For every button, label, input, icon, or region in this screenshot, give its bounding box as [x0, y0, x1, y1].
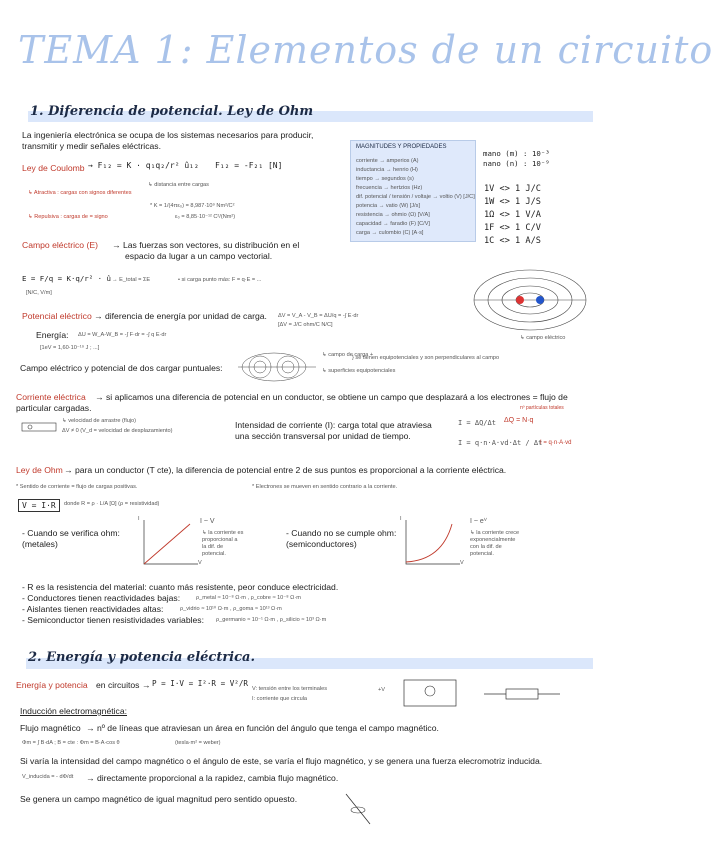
- flux-note: (tesla·m² = weber): [175, 740, 221, 746]
- ohm-case-2-line-2: (semiconductores): [286, 539, 357, 549]
- graph2-note-line: exponencialmente: [470, 537, 516, 543]
- coulomb-e0-value: ε₀ = 8,85·10⁻¹² C²/(Nm²): [175, 214, 236, 220]
- graph2-note-line: potencial.: [470, 551, 494, 557]
- unit-row: 1F <> 1 C/V: [484, 223, 541, 233]
- prefix-nano: nano (n) : 10⁻⁹: [483, 159, 550, 168]
- current-label: Corriente eléctrica: [16, 392, 86, 402]
- curves-note-3: } se tienen equipotenciales y son perpendiculares al campo: [352, 355, 500, 361]
- flux-label: Flujo magnético: [20, 723, 81, 733]
- coulomb-attractive: ↳ Atractiva : cargas con signos diferentes: [28, 190, 132, 196]
- energy-power-text: en circuitos →: [96, 680, 151, 690]
- energy-note: [1eV = 1,60·10⁻¹⁹ J ; ...]: [40, 345, 100, 351]
- coulomb-label: Ley de Coulomb: [22, 163, 85, 173]
- current-formula-1: I = ΔQ/Δt: [458, 419, 496, 427]
- unit-row: 1C <> 1 A/S: [484, 236, 541, 246]
- magnitude-row: capacidad → faradio (F) [C/V]: [356, 221, 430, 227]
- field-text-1: → Las fuerzas son vectores, su distribución en el: [112, 240, 300, 250]
- ohm-bullet-value-1: ρ_metal ≈ 10⁻⁸ Ω·m , ρ_cobre ≈ 10⁻⁸ Ω·m: [196, 595, 301, 601]
- intro-line-2: transmitir y medir señales eléctricas.: [22, 141, 161, 151]
- emf-text: → directamente proporcional a la rapidez, cambia flujo magnético.: [86, 773, 339, 783]
- potential-units: [ΔV = J/C ohm/C N/C]: [278, 322, 333, 328]
- positive-charge: [516, 296, 524, 304]
- induction-label: Inducción electromagnética:: [20, 706, 128, 716]
- ohm-case-1-line-1: - Cuando se verifica ohm:: [22, 528, 120, 538]
- unit-row: 1W <> 1 J/S: [484, 197, 541, 207]
- equipotential-illustration: [238, 352, 328, 382]
- magnitude-row: frecuencia → hertzios (Hz): [356, 185, 423, 191]
- current-cap-2: ΔV ≠ 0 (V_d = velocidad de desplazamiento): [62, 428, 173, 434]
- magnitude-row: potencia → vatio (W) [J/s]: [356, 203, 421, 209]
- circuit-label: +V: [378, 687, 385, 693]
- ohm-case-1-line-2: (metales): [22, 539, 58, 549]
- magnitude-row: dif. potencial / tensión / voltaje → voltio (V) [J/C]: [356, 194, 475, 200]
- current-formula-2: ΔQ = N·q: [504, 417, 534, 424]
- graph1-note-line: la dif. de: [202, 544, 224, 550]
- coulomb-formula: → F₁₂ = K · q₁q₂/r² û₁₂: [88, 161, 199, 170]
- flux-formula: Φm = ∫ B·dA ; B = cte : Φm = B·A·cos θ: [22, 740, 120, 746]
- coulomb-formula-2: F₁₂ = -F₂₁ [N]: [215, 161, 283, 170]
- dipole-field-illustration: [470, 268, 590, 338]
- energy-note-1: V: tensión entre los terminales: [252, 686, 328, 692]
- energy-power-formula: P = I·V = I²·R = V²/R: [152, 679, 249, 688]
- potential-formula: ΔV = V_A - V_B = ΔU/q = -∫ E·dr: [278, 313, 359, 319]
- current-text-2: particular cargadas.: [16, 403, 92, 413]
- section1-heading: 1. Diferencia de potencial. Ley de Ohm: [30, 104, 314, 119]
- field-text-2: espacio da lugar a un campo vectorial.: [125, 251, 273, 261]
- magnitude-row: carga → culombio (C) [A·s]: [356, 230, 424, 236]
- current-cap-1: ↳ velocidad de arrastre (flujo): [62, 418, 137, 424]
- ohm-formula: V = I·R: [18, 499, 60, 512]
- ohm-note-1: * Sentido de corriente = flujo de cargas positivas.: [16, 484, 138, 490]
- circuit-illustration: [390, 676, 470, 710]
- final-text: Se genera un campo magnético de igual magnitud pero sentido opuesto.: [20, 794, 298, 804]
- magnitude-row: tiempo → segundos (s): [356, 176, 414, 182]
- graph1-axis-i: I: [138, 516, 140, 522]
- coulomb-distance: ↳ distancia entre cargas: [148, 182, 209, 188]
- curves-note-2: ↳ superficies equipotenciales: [322, 368, 396, 374]
- energy-note-2: I: corriente que circula: [252, 696, 308, 702]
- field-label: Campo eléctrico (E): [22, 240, 98, 250]
- field-formula: E = F/q = K·q/r² · û: [22, 274, 111, 283]
- magnitude-row: corriente → amperios (A): [356, 158, 419, 164]
- ohm-graph-linear: [140, 518, 200, 570]
- field-units: [N/C, V/m]: [26, 290, 52, 296]
- energy-power-label: Energía y potencia: [16, 680, 88, 690]
- two-charges-text: Campo eléctrico y potencial de dos cargar puntuales:: [20, 363, 223, 373]
- section2-heading: 2. Energía y potencia eléctrica.: [28, 650, 255, 665]
- ohm-bullet-value-2: ρ_vidrio ≈ 10¹⁰ Ω·m , ρ_goma ≈ 10¹³ Ω·m: [180, 606, 282, 612]
- graph2-label: I ~ eⱽ: [470, 518, 487, 525]
- magnitude-row: resistencia → ohmio (Ω) [V/A]: [356, 212, 430, 218]
- curves-note-1: ↳ campo de carga +: [322, 352, 374, 358]
- magnitude-row: inductancia → henrio (H): [356, 167, 418, 173]
- potential-label: Potencial eléctrico: [22, 311, 92, 321]
- unit-row: 1Ω <> 1 V/A: [484, 210, 541, 220]
- magnitudes-title: MAGNITUDES Y PROPIEDADES: [356, 144, 447, 150]
- ohm-bullet-2: - Conductores tienen reactividades bajas:: [22, 593, 181, 603]
- ohm-donde: donde R = ρ · L/A [Ω] (ρ = resistividad): [64, 501, 160, 507]
- graph1-note-line: potencial.: [202, 551, 226, 557]
- current-formula-3: I = q·n·A·vd·Δt / Δt: [458, 439, 543, 447]
- graph1-label: I ~ V: [200, 518, 215, 525]
- ohm-bullet-3: - Aislantes tienen reactividades altas:: [22, 604, 164, 614]
- conductor-illustration: [20, 420, 60, 434]
- ohm-bullet-1: - R es la resistencia del material: cuanto más resistente, peor conduce electricidad.: [22, 582, 339, 592]
- graph1-note-line: proporcional a: [202, 537, 238, 543]
- graph1-note-line: ↳ la corriente es: [202, 530, 244, 536]
- graph1-axis-v: V: [198, 560, 202, 566]
- flux-text: → nº de líneas que atraviesan un área en función del ángulo que tenga el campo magnético.: [86, 723, 439, 733]
- ohm-bullet-value-3: ρ_germanio ≈ 10⁻¹ Ω·m , ρ_silicio ≈ 10³ Ω·m: [216, 617, 327, 623]
- linear-curve: [144, 524, 190, 564]
- field-note: • si carga punto más: F = q·E = ...: [178, 277, 262, 283]
- ohm-note-2: * Electrones se mueven en sentido contrario a la corriente.: [252, 484, 398, 490]
- intro-line-1: La ingeniería electrónica se ocupa de los sistemas necesarios para producir,: [22, 130, 314, 140]
- ohm-label: Ley de Ohm: [16, 465, 63, 475]
- current-formula-4: I = q·n·A·vd: [540, 440, 572, 446]
- graph2-note-line: ↳ la corriente crece: [470, 530, 520, 536]
- graph2-axis-i: I: [400, 516, 402, 522]
- flux-change: Si varía la intensidad del campo magnético o el ángulo de este, se varía el flujo magnético, y se genera una fuerza elecromotriz inducida.: [20, 756, 543, 766]
- prefix-milli: mano (m) : 10⁻³: [483, 149, 550, 158]
- unit-row: 1V <> 1 J/C: [484, 184, 541, 194]
- magnet-illustration: [340, 790, 380, 830]
- graph2-note-line: con la dif. de: [470, 544, 502, 550]
- coulomb-k-value: * K = 1/(4πε₀) = 8,987·10⁹ Nm²/C²: [150, 203, 235, 209]
- ohm-text: → para un conductor (T cte), la diferencia de potencial entre 2 de sus puntos es proporcional a la corriente eléctrica.: [64, 465, 507, 475]
- ohm-graph-exponential: [402, 518, 462, 570]
- energy-label: Energía:: [36, 330, 69, 340]
- coulomb-repulsive: ↳ Repulsiva : cargas de = signo: [28, 214, 108, 220]
- ohm-case-2-line-1: - Cuando no se cumple ohm:: [286, 528, 397, 538]
- current-text-1: → si aplicamos una diferencia de potencial en un conductor, se obtiene un campo que desplazará a los electrones = flujo de: [95, 392, 568, 402]
- current-note: nº partículas totales: [520, 405, 564, 411]
- energy-formula: ΔU = W_A-W_B = -∫ F·dr = -∫ q E·dr: [78, 332, 167, 338]
- resistor-illustration: [482, 684, 562, 704]
- intensity-line-1: Intensidad de corriente (I): carga total que atraviesa: [235, 420, 432, 430]
- exponential-curve: [406, 524, 452, 562]
- emf-formula: V_inducida = - dΦ/dt: [22, 774, 74, 780]
- intensity-line-2: una sección transversal por unidad de tiempo.: [235, 431, 411, 441]
- field-caption: ↳ campo eléctrico: [520, 335, 566, 341]
- page-title: TEMA 1: Elementos de un circuito: [18, 28, 713, 72]
- graph2-axis-v: V: [460, 560, 464, 566]
- field-total: → E_total = ΣE: [112, 277, 151, 283]
- potential-text: → diferencia de energía por unidad de carga.: [94, 311, 267, 321]
- ohm-bullet-4: - Semiconductor tienen resistividades variables:: [22, 615, 204, 625]
- negative-charge: [536, 296, 544, 304]
